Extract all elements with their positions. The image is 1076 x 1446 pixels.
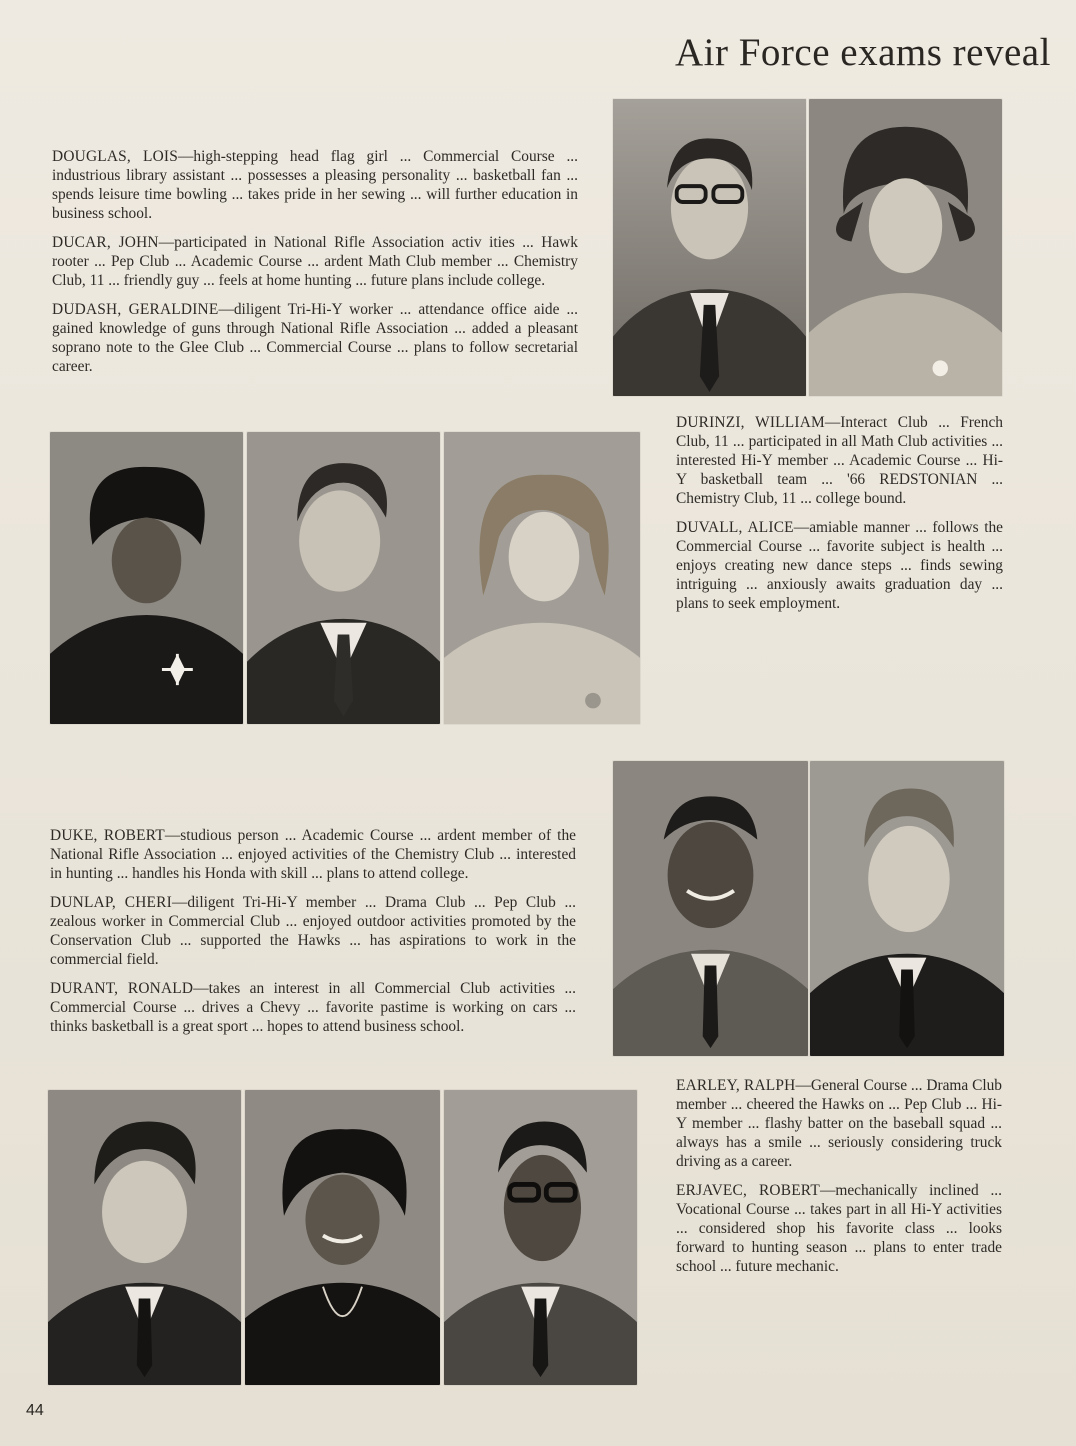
page-number: 44 <box>26 1402 44 1419</box>
student-bio: —amiable manner ... follows the Commercial Course ... favorite subject is health ... enjoys creating new dance steps ... finds sewing intriguing ... anxiously awaits graduation day ... plans to seek employment. <box>676 519 1003 612</box>
bio-entry <box>676 518 1003 613</box>
student-name: EARLEY, RALPH <box>676 1077 796 1094</box>
text-block-3 <box>50 826 576 1046</box>
bio-entry <box>50 826 576 883</box>
student-bio: —high-stepping head flag girl ... Commercial Course ... industrious library assistant ... possesses a pleasing personality ... basketball fan ... spends leisure time bowling ... takes pride in her sewing ... will further education in business school. <box>52 148 578 222</box>
student-name: DUCAR, JOHN <box>52 234 159 251</box>
student-name: DURINZI, WILLIAM <box>676 414 825 431</box>
student-name: DUVALL, ALICE <box>676 519 794 536</box>
text-block-1 <box>52 147 578 386</box>
student-name: ERJAVEC, ROBERT <box>676 1182 820 1199</box>
student-name: DOUGLAS, LOIS <box>52 148 179 165</box>
student-name: DUKE, ROBERT <box>50 827 165 844</box>
portrait-photo-durant <box>444 1090 637 1385</box>
portrait-photo-durinzi <box>613 99 806 396</box>
student-bio: —diligent Tri-Hi-Y worker ... attendance office aide ... gained knowledge of guns through National Rifle Association ... added a pleasant soprano note to the Glee Club ... Commercial Course ... plans to follow secretarial career. <box>52 301 578 375</box>
bio-entry <box>52 233 578 290</box>
portrait-photo-duke <box>48 1090 241 1385</box>
portrait-photo-douglas <box>50 432 243 724</box>
bio-entry <box>50 979 576 1036</box>
bio-entry <box>676 1181 1002 1276</box>
portrait-photo-ducar <box>247 432 440 724</box>
bio-entry <box>50 893 576 969</box>
student-bio: —takes an interest in all Commercial Club activities ... Commercial Course ... drives a Chevy ... favorite pastime is working on cars ... thinks basketball is a great sport ... hopes to attend business school. <box>50 980 576 1035</box>
portrait-photo-dunlap <box>245 1090 440 1385</box>
student-bio: —mechanically inclined ... Vocational Course ... takes part in all Hi-Y activities ... considered shop his favorite class ... looks forward to hunting season ... plans to enter trade school ... future mechanic. <box>676 1182 1002 1275</box>
student-bio: —participated in National Rifle Association activ ities ... Hawk rooter ... Pep Club ... Academic Course ... ardent Math Club member ... Chemistry Club, 11 ... friendly guy ... feels at home hunting ... future plans include college. <box>52 234 578 289</box>
portrait-photo-duvall <box>809 99 1002 396</box>
student-name: DUDASH, GERALDINE <box>52 301 219 318</box>
student-bio: —diligent Tri-Hi-Y member ... Drama Club ... Pep Club ... zealous worker in Commercial Club ... enjoyed outdoor activities promoted by the Conservation Club ... supported the Hawks ... has aspirations to work in the commercial field. <box>50 894 576 968</box>
bio-entry <box>52 300 578 376</box>
student-bio: —studious person ... Academic Course ... ardent member of the National Rifle Association ... enjoyed activities of the Chemistry Club ... interested in hunting ... handles his Honda with skill ... plans to attend college. <box>50 827 576 882</box>
bio-entry <box>676 1076 1002 1171</box>
text-block-4 <box>676 1076 1002 1286</box>
student-name: DURANT, RONALD <box>50 980 194 997</box>
bio-entry <box>52 147 578 223</box>
student-name: DUNLAP, CHERI <box>50 894 172 911</box>
student-bio: —General Course ... Drama Club member ... cheered the Hawks on ... Pep Club ... Hi-Y member ... flashy batter on the baseball squad ... always has a smile ... seriously considering truck driving as a career. <box>676 1077 1002 1170</box>
portrait-photo-dudash <box>444 432 640 724</box>
student-bio: —Interact Club ... French Club, 11 ... participated in all Math Club activities ... interested Hi-Y member ... Academic Course ... Hi-Y basketball team ... '66 REDSTONIAN ... Chemistry Club, 11 ... college bound. <box>676 414 1003 507</box>
text-block-2 <box>676 413 1003 623</box>
portrait-photo-erjavec <box>810 761 1004 1056</box>
page-headline: Air Force exams reveal <box>675 31 1051 74</box>
bio-entry <box>676 413 1003 508</box>
portrait-photo-earley <box>613 761 808 1056</box>
